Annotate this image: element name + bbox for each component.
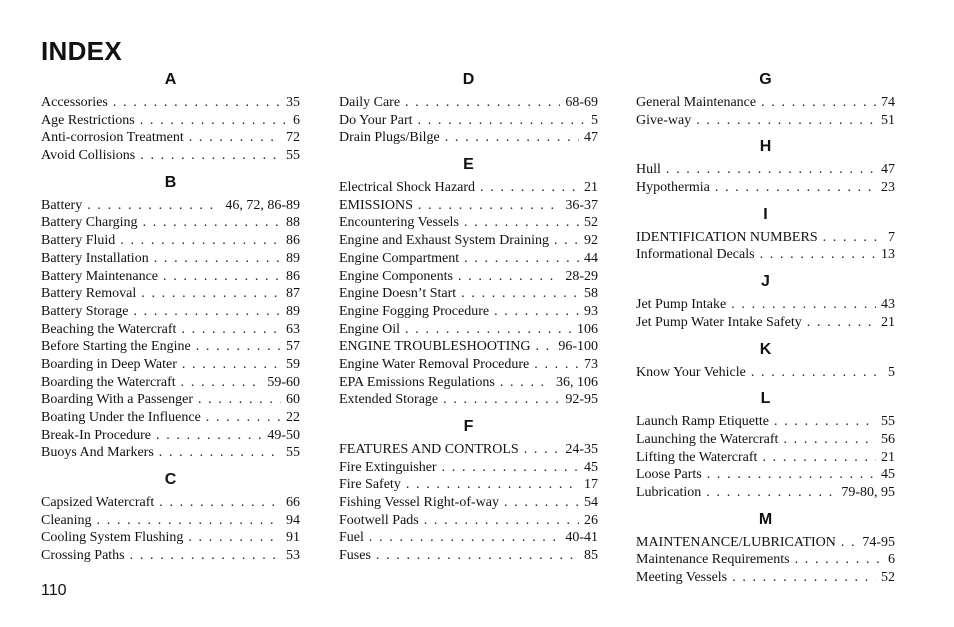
dot-leader xyxy=(731,296,876,314)
dot-leader xyxy=(418,197,560,215)
entry-pages: 36-37 xyxy=(565,197,598,213)
dot-leader xyxy=(715,179,876,197)
index-entry xyxy=(339,459,598,477)
entry-term: Battery Maintenance xyxy=(41,268,159,284)
entry-pages: 53 xyxy=(286,548,300,564)
dot-leader xyxy=(534,356,579,374)
index-entry xyxy=(339,356,598,374)
entry-pages: 59-60 xyxy=(267,374,300,390)
dot-leader xyxy=(159,494,281,512)
entry-pages: 89 xyxy=(286,303,300,319)
entry-term: EMISSIONS xyxy=(339,197,413,213)
index-entry xyxy=(41,94,300,112)
dot-leader xyxy=(130,547,281,565)
entry-pages: 35 xyxy=(286,95,300,110)
entry-pages: 17 xyxy=(584,477,598,493)
entry-pages: 86 xyxy=(286,233,300,249)
index-entry xyxy=(41,285,300,303)
index-entry xyxy=(636,246,895,264)
entry-term: Battery Removal xyxy=(41,286,137,302)
dot-leader xyxy=(783,431,876,449)
entry-term: FEATURES AND CONTROLS xyxy=(339,442,519,457)
entry-term: Electrical Shock Hazard xyxy=(339,180,476,196)
entry-term: Fire Safety xyxy=(339,477,401,493)
entry-pages: 55 xyxy=(286,445,300,461)
entry-term: Anti-corrosion Treatment xyxy=(41,130,184,146)
entry-pages: 56 xyxy=(881,431,895,447)
index-entry xyxy=(339,547,598,565)
dot-leader xyxy=(156,427,262,445)
entry-pages: 21 xyxy=(584,180,598,196)
section-letter: G xyxy=(759,71,772,88)
entry-pages: 74 xyxy=(881,95,895,110)
entry-pages: 60 xyxy=(286,392,300,408)
entry-pages: 63 xyxy=(286,321,300,337)
dot-leader xyxy=(464,214,579,232)
entry-term: Battery Charging xyxy=(41,215,138,231)
dot-leader xyxy=(97,512,281,530)
dot-leader xyxy=(181,321,281,339)
dot-leader xyxy=(464,250,579,268)
entry-pages: 106 xyxy=(577,321,598,337)
index-section-e xyxy=(339,155,598,409)
entry-term: Informational Decals xyxy=(636,247,755,263)
entry-pages: 79-80, 95 xyxy=(841,484,895,500)
index-entry xyxy=(636,431,895,449)
entry-pages: 74-95 xyxy=(862,534,895,550)
entry-pages: 52 xyxy=(584,215,598,231)
entry-term: Break-In Procedure xyxy=(41,427,152,443)
dot-leader xyxy=(133,303,281,321)
dot-leader xyxy=(140,147,281,165)
section-letter: K xyxy=(759,340,772,358)
entry-term: Boarding the Watercraft xyxy=(41,374,176,390)
dot-leader xyxy=(823,229,883,247)
index-entry xyxy=(41,374,300,392)
index-entry xyxy=(636,364,895,382)
index-entry xyxy=(636,314,895,332)
entry-term: Lifting the Watercraft xyxy=(636,449,758,465)
section-letter: L xyxy=(760,390,771,408)
index-entry xyxy=(41,112,300,130)
entry-pages: 21 xyxy=(881,314,895,330)
index-entry xyxy=(41,512,300,530)
dot-leader xyxy=(762,449,876,467)
section-letter: I xyxy=(763,205,768,223)
index-entry xyxy=(41,494,300,512)
entry-pages: 51 xyxy=(881,112,895,128)
index-entry xyxy=(41,268,300,286)
entry-pages: 93 xyxy=(584,303,598,319)
entry-pages: 21 xyxy=(881,449,895,465)
dot-leader xyxy=(141,285,281,303)
entry-term: Meeting Vessels xyxy=(636,570,728,585)
entry-pages: 91 xyxy=(286,530,300,546)
index-entry xyxy=(636,229,895,247)
index-section-i xyxy=(636,205,895,264)
index-entry xyxy=(339,285,598,303)
index-entry xyxy=(636,466,895,484)
index-entry xyxy=(636,484,895,502)
entry-term: Jet Pump Water Intake Safety xyxy=(636,314,802,330)
entry-pages: 89 xyxy=(286,250,300,266)
entry-term: MAINTENANCE/LUBRICATION xyxy=(636,534,836,550)
index-section-h xyxy=(636,137,895,196)
dot-leader xyxy=(143,214,281,232)
section-letter: B xyxy=(164,173,177,191)
dot-leader xyxy=(406,476,579,494)
entry-term: Boarding With a Passenger xyxy=(41,392,193,408)
dot-leader xyxy=(696,112,876,130)
entry-term: Cleaning xyxy=(41,512,92,528)
index-entry xyxy=(339,321,598,339)
entry-term: Battery xyxy=(41,197,83,213)
dot-leader xyxy=(443,391,560,409)
index-entry xyxy=(339,338,598,356)
index-section-d xyxy=(339,70,598,147)
entry-term: Footwell Pads xyxy=(339,512,419,528)
dot-leader xyxy=(87,197,220,215)
entry-term: General Maintenance xyxy=(636,95,757,110)
entry-term: Cooling System Flushing xyxy=(41,530,184,546)
index-column-3 xyxy=(636,70,895,595)
index-entry xyxy=(41,391,300,409)
dot-leader xyxy=(159,444,281,462)
index-section-m xyxy=(636,510,895,587)
index-entry xyxy=(636,296,895,314)
entry-pages: 45 xyxy=(584,459,598,475)
entry-term: Engine Fogging Procedure xyxy=(339,303,490,319)
dot-leader xyxy=(163,268,281,286)
entry-term: Engine Doesn’t Start xyxy=(339,286,457,302)
index-section-k xyxy=(636,340,895,382)
entry-pages: 43 xyxy=(881,297,895,313)
entry-pages: 85 xyxy=(584,548,598,564)
entry-term: Crossing Paths xyxy=(41,548,125,564)
index-entry xyxy=(339,268,598,286)
entry-term: Engine and Exhaust System Draining xyxy=(339,233,549,249)
entry-pages: 7 xyxy=(888,229,895,245)
entry-pages: 88 xyxy=(286,215,300,231)
entry-term: Before Starting the Engine xyxy=(41,339,191,355)
dot-leader xyxy=(524,441,561,459)
dot-leader xyxy=(761,94,876,112)
entry-pages: 57 xyxy=(286,339,300,355)
entry-term: Accessories xyxy=(41,95,108,110)
entry-term: Engine Compartment xyxy=(339,250,460,266)
index-entry xyxy=(636,551,895,569)
entry-term: Boating Under the Influence xyxy=(41,410,201,425)
entry-term: Age Restrictions xyxy=(41,112,135,128)
index-entry xyxy=(636,569,895,587)
page-title: INDEX xyxy=(41,36,122,66)
index-entry xyxy=(339,391,598,409)
entry-pages: 13 xyxy=(881,247,895,263)
index-entry xyxy=(41,427,300,445)
dot-leader xyxy=(154,250,281,268)
entry-pages: 6 xyxy=(293,112,300,128)
index-entry xyxy=(339,476,598,494)
entry-pages: 6 xyxy=(888,552,895,568)
entry-pages: 24-35 xyxy=(565,442,598,457)
dot-leader xyxy=(113,94,281,112)
index-entry xyxy=(636,179,895,197)
section-letter: E xyxy=(463,156,474,174)
dot-leader xyxy=(196,338,281,356)
entry-pages: 46, 72, 86-89 xyxy=(225,197,300,213)
index-entry xyxy=(41,214,300,232)
entry-term: Engine Water Removal Procedure xyxy=(339,356,530,372)
dot-leader xyxy=(751,364,883,382)
index-section-b xyxy=(41,173,300,462)
entry-term: Loose Parts xyxy=(636,467,702,483)
index-entry xyxy=(339,529,598,547)
entry-term: Engine Components xyxy=(339,268,453,284)
entry-pages: 40-41 xyxy=(565,530,598,546)
index-section-l xyxy=(636,389,895,501)
index-entry xyxy=(636,534,895,552)
entry-pages: 5 xyxy=(888,364,895,380)
entry-pages: 54 xyxy=(584,495,598,511)
entry-pages: 45 xyxy=(881,467,895,483)
index-entry xyxy=(41,197,300,215)
dot-leader xyxy=(182,356,281,374)
section-letter: D xyxy=(462,71,475,88)
dot-leader xyxy=(140,112,288,130)
entry-term: Battery Fluid xyxy=(41,233,116,249)
entry-term: Launch Ramp Etiquette xyxy=(636,414,769,430)
dot-leader xyxy=(480,179,579,197)
section-letter: J xyxy=(761,273,770,291)
index-entry xyxy=(41,338,300,356)
dot-leader xyxy=(369,529,560,547)
dot-leader xyxy=(418,112,586,130)
dot-leader xyxy=(732,569,876,587)
entry-term: ENGINE TROUBLESHOOTING xyxy=(339,339,531,355)
index-section-f xyxy=(339,417,598,565)
index-entry xyxy=(339,374,598,392)
dot-leader xyxy=(554,232,579,250)
index-entry xyxy=(636,413,895,431)
entry-pages: 55 xyxy=(881,414,895,430)
dot-leader xyxy=(841,534,857,552)
entry-term: Fuel xyxy=(339,530,364,546)
index-entry xyxy=(339,512,598,530)
entry-term: Jet Pump Intake xyxy=(636,297,727,313)
entry-pages: 66 xyxy=(286,495,300,511)
index-entry xyxy=(41,250,300,268)
dot-leader xyxy=(504,494,579,512)
index-entry xyxy=(339,303,598,321)
index-entry xyxy=(339,441,598,459)
dot-leader xyxy=(458,268,560,286)
index-entry xyxy=(339,232,598,250)
section-letter: H xyxy=(759,138,772,156)
section-letter: F xyxy=(463,418,474,435)
entry-term: Drain Plugs/Bilge xyxy=(339,130,440,146)
dot-leader xyxy=(188,529,281,547)
entry-pages: 55 xyxy=(286,148,300,164)
dot-leader xyxy=(445,129,579,147)
dot-leader xyxy=(707,466,876,484)
entry-term: Hypothermia xyxy=(636,180,710,196)
index-entry xyxy=(636,112,895,130)
dot-leader xyxy=(535,338,553,356)
entry-term: Hull xyxy=(636,162,661,178)
entry-term: Boarding in Deep Water xyxy=(41,356,177,372)
entry-term: Fishing Vessel Right-of-way xyxy=(339,495,499,511)
index-entry xyxy=(41,303,300,321)
dot-leader xyxy=(706,484,836,502)
dot-leader xyxy=(442,459,579,477)
dot-leader xyxy=(181,374,263,392)
index-entry xyxy=(339,494,598,512)
index-entry xyxy=(636,94,895,112)
entry-term: IDENTIFICATION NUMBERS xyxy=(636,229,818,245)
dot-leader xyxy=(795,551,883,569)
index-entry xyxy=(41,129,300,147)
entry-pages: 92-95 xyxy=(565,392,598,408)
entry-term: Avoid Collisions xyxy=(41,148,136,164)
entry-term: Give-way xyxy=(636,112,692,128)
entry-term: Buoys And Markers xyxy=(41,445,154,461)
dot-leader xyxy=(760,246,876,264)
entry-term: Fuses xyxy=(339,548,371,564)
entry-term: Daily Care xyxy=(339,95,401,110)
dot-leader xyxy=(189,129,281,147)
index-entry xyxy=(339,250,598,268)
entry-pages: 86 xyxy=(286,268,300,284)
entry-pages: 94 xyxy=(286,512,300,528)
index-entry xyxy=(636,449,895,467)
entry-term: Battery Installation xyxy=(41,250,149,266)
entry-pages: 59 xyxy=(286,356,300,372)
index-entry xyxy=(339,214,598,232)
index-entry xyxy=(339,129,598,147)
index-entry xyxy=(41,147,300,165)
entry-term: Do Your Part xyxy=(339,112,413,128)
entry-pages: 36, 106 xyxy=(556,374,598,390)
index-section-a xyxy=(41,70,300,165)
index-entry xyxy=(41,409,300,427)
index-entry xyxy=(339,179,598,197)
entry-pages: 28-29 xyxy=(565,268,598,284)
entry-pages: 96-100 xyxy=(558,339,598,355)
section-letter: M xyxy=(758,510,773,528)
dot-leader xyxy=(807,314,876,332)
dot-leader xyxy=(500,374,551,392)
index-section-g xyxy=(636,70,895,129)
section-letter: A xyxy=(164,71,177,88)
dot-leader xyxy=(206,409,281,427)
entry-pages: 22 xyxy=(286,410,300,425)
entry-pages: 23 xyxy=(881,180,895,196)
entry-term: Capsized Watercraft xyxy=(41,495,155,511)
dot-leader xyxy=(405,321,572,339)
entry-term: EPA Emissions Regulations xyxy=(339,374,495,390)
index-entry xyxy=(41,356,300,374)
index-entry xyxy=(339,112,598,130)
entry-term: Fire Extinguisher xyxy=(339,459,437,475)
entry-pages: 68-69 xyxy=(565,95,598,110)
index-entry xyxy=(41,529,300,547)
entry-term: Encountering Vessels xyxy=(339,215,459,231)
entry-term: Know Your Vehicle xyxy=(636,364,746,380)
dot-leader xyxy=(198,391,281,409)
entry-term: Maintenance Requirements xyxy=(636,552,790,568)
index-entry xyxy=(41,232,300,250)
entry-pages: 72 xyxy=(286,130,300,146)
dot-leader xyxy=(405,94,560,112)
entry-term: Battery Storage xyxy=(41,303,129,319)
index-column-1 xyxy=(41,70,300,573)
index-column-2 xyxy=(339,70,598,573)
index-entry xyxy=(41,321,300,339)
entry-pages: 52 xyxy=(881,570,895,585)
page-number: 110 xyxy=(41,582,67,599)
entry-term: Engine Oil xyxy=(339,321,401,337)
index-entry xyxy=(41,444,300,462)
entry-pages: 73 xyxy=(584,356,598,372)
index-entry xyxy=(339,197,598,215)
entry-pages: 92 xyxy=(584,233,598,249)
dot-leader xyxy=(774,413,876,431)
entry-pages: 87 xyxy=(286,286,300,302)
dot-leader xyxy=(120,232,281,250)
dot-leader xyxy=(376,547,579,565)
dot-leader xyxy=(666,161,876,179)
index-section-c xyxy=(41,470,300,565)
entry-pages: 47 xyxy=(584,130,598,146)
entry-term: Beaching the Watercraft xyxy=(41,321,177,337)
entry-pages: 49-50 xyxy=(267,427,300,443)
index-entry xyxy=(41,547,300,565)
entry-pages: 47 xyxy=(881,162,895,178)
entry-pages: 44 xyxy=(584,250,598,266)
entry-pages: 5 xyxy=(591,112,598,128)
entry-term: Launching the Watercraft xyxy=(636,431,779,447)
index-entry xyxy=(339,94,598,112)
index-entry xyxy=(636,161,895,179)
entry-pages: 26 xyxy=(584,512,598,528)
index-section-j xyxy=(636,272,895,331)
entry-term: Lubrication xyxy=(636,484,702,500)
entry-term: Extended Storage xyxy=(339,392,439,408)
dot-leader xyxy=(424,512,579,530)
entry-pages: 58 xyxy=(584,286,598,302)
dot-leader xyxy=(494,303,579,321)
section-letter: C xyxy=(164,471,177,489)
dot-leader xyxy=(461,285,579,303)
